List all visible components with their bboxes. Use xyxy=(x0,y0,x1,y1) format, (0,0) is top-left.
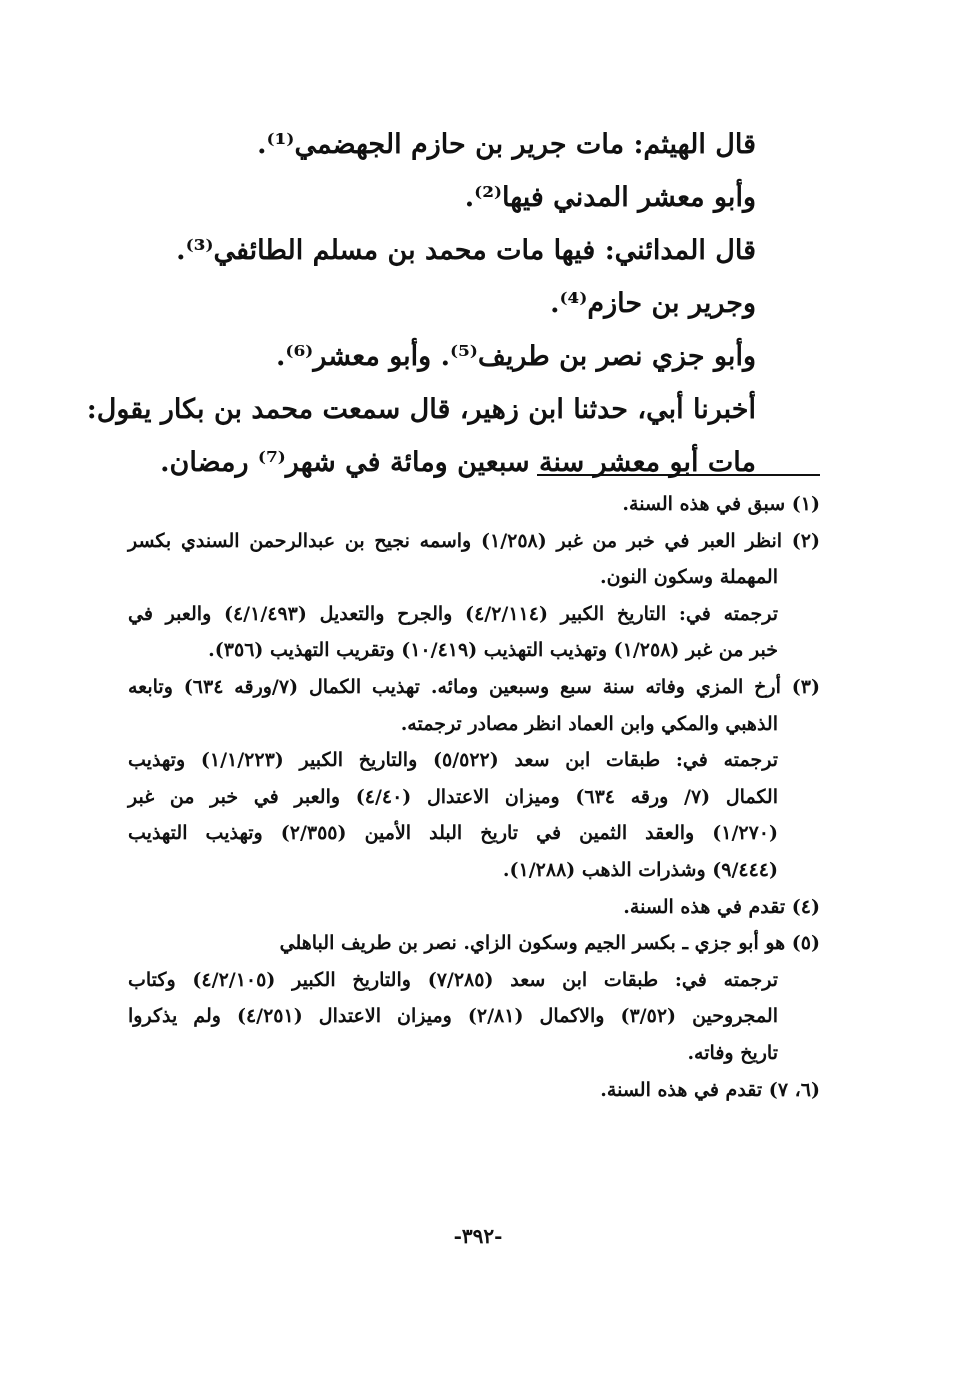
main-text-line: قال الهيثم: مات جرير بن حازم الجهضمي⁽¹⁾. xyxy=(257,129,756,160)
footnote-2-continuation: المهملة وسكون النون. xyxy=(599,566,778,589)
main-text-line: وأبو جزي نصر بن طريف⁽⁵⁾. وأبو معشر⁽⁶⁾. xyxy=(276,341,756,372)
footnote-6-7: (٦، ٧) تقدم في هذه السنة. xyxy=(600,1078,820,1101)
footnote-2-biography: ترجمته في: التاريخ الكبير (٤/٢/١١٤) والجرح والتعديل (٤/١/٤٩٣) والعبر في xyxy=(128,602,779,625)
footnote-3-biography-continuation: الكمال (٧/ ورقه ٦٣٤) وميزان الاعتدال (٤/٤٠) والعبر في خبر من غبر xyxy=(128,785,778,808)
main-text-line: قال المدائني: فيها مات محمد بن مسلم الطائفي⁽³⁾. xyxy=(176,235,756,266)
main-text-line: مات أبو معشر سنة سبعين ومائة في شهر⁽⁷⁾ رمضان. xyxy=(160,447,756,478)
footnote-2-biography-continuation: خبر من غبر (١/٢٥٨) وتهذيب التهذيب (١٠/٤١٩) وتقريب التهذيب (٣٥٦). xyxy=(208,639,778,662)
footnote-3: (٣) أرخ المزي وفاته سنة سبع وسبعين ومائه. تهذيب الكمال (٧/ورقه ٦٣٤) وتابعه xyxy=(128,675,820,698)
footnote-3-biography: ترجمته في: طبقات ابن سعد (٥/٥٢٢) والتاريخ الكبير (١/١/٢٢٣) وتهذيب xyxy=(128,749,779,772)
footnote-5: (٥) هو أبو جزي ـ بكسر الجيم وسكون الزاي. نصر بن طريف الباهلي xyxy=(279,932,820,955)
footnote-4: (٤) تقدم في هذه السنة. xyxy=(623,895,820,918)
footnote-3-biography-continuation: (١/٢٧٠) والعقد الثمين في تاريخ البلد الأمين (٢/٣٥٥) وتهذيب التهذيب xyxy=(128,822,778,845)
footnote-1: (١) سبق في هذه السنة. xyxy=(622,493,820,515)
footnote-3-continuation: الذهبي والمكي وابن العماد انظر مصادر ترجمته. xyxy=(400,712,778,735)
main-text-line: وأبو معشر المدني فيها⁽²⁾. xyxy=(464,182,756,213)
footnote-divider xyxy=(537,474,820,476)
footnote-5-biography-continuation: المجروحين (٣/٥٢) والاكمال (٢/٨١) وميزان الاعتدال (٤/٢٥١) ولم يذكروا xyxy=(128,1005,778,1028)
page-number: -٣٩٢- xyxy=(453,1224,503,1248)
main-text-line: أخبرنا أبي، حدثنا ابن زهير، قال سمعت محمد بن بكار يقول: xyxy=(86,394,756,425)
footnote-2: (٢) انظر العبر في خبر من غبر (١/٢٥٨) واسمه نجيح بن عبدالرحمن السندي بكسر xyxy=(128,529,821,552)
footnotes-block xyxy=(128,486,820,1108)
footnote-5-biography: ترجمته في: طبقات ابن سعد (٧/٢٨٥) والتاريخ الكبير (٤/٢/١٠٥) وكتاب xyxy=(128,968,779,991)
main-text-block xyxy=(86,118,756,489)
footnote-3-biography-continuation: (٩/٤٤٤) وشذرات الذهب (١/٢٨٨). xyxy=(502,858,778,881)
footnote-5-biography-continuation: تاريخ وفاته. xyxy=(687,1041,778,1064)
main-text-line: وجرير بن حازم⁽⁴⁾. xyxy=(550,288,756,319)
